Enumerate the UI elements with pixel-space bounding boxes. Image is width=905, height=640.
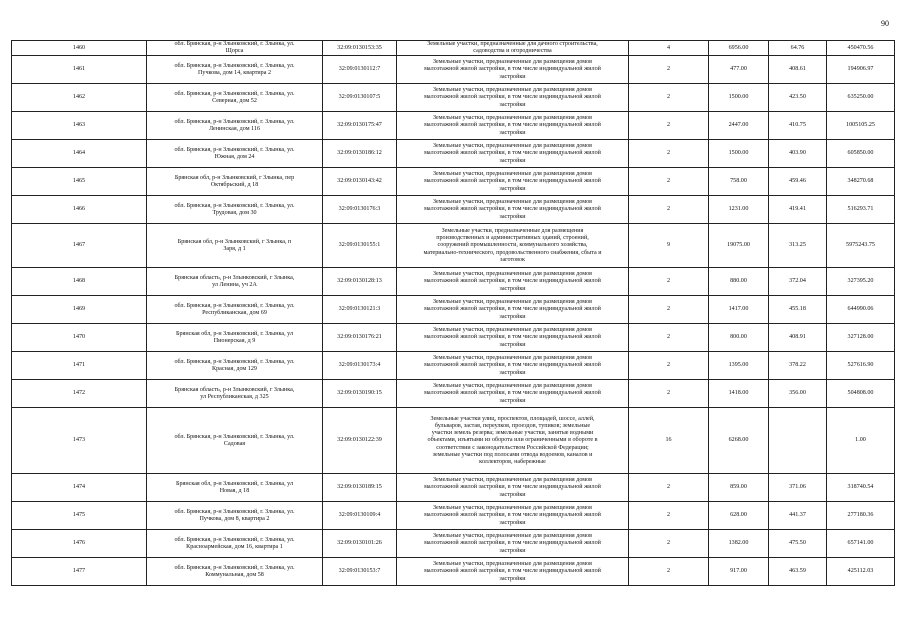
table-row <box>12 112 895 140</box>
table-row <box>12 352 895 380</box>
row-number: 1464 <box>12 140 147 168</box>
row-cadastral-value: 644990.06 <box>827 296 895 324</box>
row-land-use: Земельные участки, предназначенные для размещения домов малоэтажной жилой застройки, в том числе индивидуальной жилой застройки <box>397 268 629 296</box>
row-cadastral-number: 32:09:0130128:13 <box>323 268 397 296</box>
row-address: Брянская область, р-н Злынковский, г Злынка, ул Ленина, уч 2А <box>147 268 323 296</box>
row-land-use: Земельные участки, предназначенные для размещения домов малоэтажной жилой застройки, в том числе индивидуальной жилой застройки <box>397 84 629 112</box>
table-row <box>12 224 895 268</box>
row-cadastral-value: 516293.71 <box>827 196 895 224</box>
table-row <box>12 502 895 530</box>
row-cadastral-value: 277180.36 <box>827 502 895 530</box>
row-use-code: 2 <box>629 474 709 502</box>
row-address: обл. Брянская, р-н Злынковский, г. Злынка, ул. Трудовая, дом 30 <box>147 196 323 224</box>
row-cadastral-value: 348270.68 <box>827 168 895 196</box>
row-cadastral-number: 32:09:0130175:47 <box>323 112 397 140</box>
row-cadastral-value: 425112.03 <box>827 558 895 586</box>
row-specific-value: 372.04 <box>769 268 827 296</box>
row-area: 6956.00 <box>709 41 769 56</box>
row-cadastral-number: 32:09:0130153:7 <box>323 558 397 586</box>
row-number: 1474 <box>12 474 147 502</box>
row-number: 1476 <box>12 530 147 558</box>
row-land-use: Земельные участки улиц, проспектов, площадей, шоссе, аллей, бульваров, застав, переулков, проездов, тупиков; земельные участки земель резерва; земельные участки, занятые водными объектами, изъятыми из оборота или ограниченными в обороте в соответствии с законодательством Российской Федерации; земельные участки под полосами отвода водоемов, каналов и коллекторов, набережные <box>397 408 629 474</box>
row-cadastral-number: 32:09:0130121:3 <box>323 296 397 324</box>
row-specific-value: 313.25 <box>769 224 827 268</box>
row-use-code: 2 <box>629 140 709 168</box>
table-row <box>12 380 895 408</box>
row-cadastral-number: 32:09:0130122:39 <box>323 408 397 474</box>
row-specific-value: 378.22 <box>769 352 827 380</box>
row-cadastral-number: 32:09:0130143:42 <box>323 168 397 196</box>
row-cadastral-number: 32:09:0130101:26 <box>323 530 397 558</box>
row-cadastral-value: 657141.00 <box>827 530 895 558</box>
row-specific-value: 371.06 <box>769 474 827 502</box>
row-address: Брянская обл, р-н Злынковский, г. Злынка, ул Пионерская, д 9 <box>147 324 323 352</box>
row-number: 1473 <box>12 408 147 474</box>
row-number: 1467 <box>12 224 147 268</box>
row-cadastral-value: 635250.00 <box>827 84 895 112</box>
row-specific-value: 463.59 <box>769 558 827 586</box>
row-address: обл. Брянская, р-н Злынковский, г. Злынка, ул. Пучкова, дом 8, квартира 2 <box>147 502 323 530</box>
row-specific-value: 408.91 <box>769 324 827 352</box>
row-number: 1475 <box>12 502 147 530</box>
table-body <box>12 41 895 586</box>
table-row <box>12 41 895 56</box>
row-address: Брянская область, р-н Злынковский, г Злынка, ул Республиканская, д 325 <box>147 380 323 408</box>
row-number: 1462 <box>12 84 147 112</box>
row-specific-value <box>769 408 827 474</box>
page-number: 90 <box>881 19 889 28</box>
row-land-use: Земельные участки, предназначенные для размещения домов малоэтажной жилой застройки, в том числе индивидуальной жилой застройки <box>397 380 629 408</box>
row-use-code: 2 <box>629 502 709 530</box>
row-area: 1418.00 <box>709 380 769 408</box>
row-land-use: Земельные участки, предназначенные для размещения домов малоэтажной жилой застройки, в том числе индивидуальной жилой застройки <box>397 296 629 324</box>
row-specific-value: 419.41 <box>769 196 827 224</box>
row-area: 477.00 <box>709 56 769 84</box>
row-use-code: 2 <box>629 352 709 380</box>
table-row <box>12 324 895 352</box>
row-area: 800.00 <box>709 324 769 352</box>
row-area: 2447.00 <box>709 112 769 140</box>
row-cadastral-value: 527616.90 <box>827 352 895 380</box>
table-row <box>12 474 895 502</box>
row-cadastral-number: 32:09:0130186:12 <box>323 140 397 168</box>
row-area: 1395.00 <box>709 352 769 380</box>
row-area: 1500.00 <box>709 84 769 112</box>
row-address: обл. Брянская, р-н Злынковский, г. Злынка, ул. Красноармейская, дом 16, квартира 1 <box>147 530 323 558</box>
row-area: 1231.00 <box>709 196 769 224</box>
row-land-use: Земельные участки, предназначенные для размещения домов малоэтажной жилой застройки, в том числе индивидуальной жилой застройки <box>397 112 629 140</box>
row-address: обл. Брянская, р-н Злынковский, г. Злынка, ул. Республиканская, дом 69 <box>147 296 323 324</box>
row-use-code: 2 <box>629 296 709 324</box>
row-use-code: 2 <box>629 196 709 224</box>
row-use-code: 16 <box>629 408 709 474</box>
row-cadastral-value: 605850.00 <box>827 140 895 168</box>
row-cadastral-number: 32:09:0130107:5 <box>323 84 397 112</box>
table-row <box>12 56 895 84</box>
row-area: 859.00 <box>709 474 769 502</box>
row-land-use: Земельные участки, предназначенные для дачного строительства, садоводства и огородничества <box>397 41 629 56</box>
row-cadastral-number: 32:09:0130190:15 <box>323 380 397 408</box>
row-cadastral-value: 318740.54 <box>827 474 895 502</box>
row-cadastral-number: 32:09:0130112:7 <box>323 56 397 84</box>
row-cadastral-number: 32:09:0130155:1 <box>323 224 397 268</box>
table-row <box>12 296 895 324</box>
row-number: 1470 <box>12 324 147 352</box>
row-address: обл. Брянская, р-н Злынковский, г. Злынка, ул. Южная, дом 24 <box>147 140 323 168</box>
row-specific-value: 64.76 <box>769 41 827 56</box>
row-cadastral-value: 1005105.25 <box>827 112 895 140</box>
row-specific-value: 455.18 <box>769 296 827 324</box>
row-use-code: 2 <box>629 84 709 112</box>
row-area: 1417.00 <box>709 296 769 324</box>
row-address: Брянская обл, р-н Злынковский, г. Злынка, ул Новая, д 18 <box>147 474 323 502</box>
table-row <box>12 140 895 168</box>
row-land-use: Земельные участки, предназначенные для размещения производственных и административных зданий, строений, сооружений промышленности, коммунального хозяйства, материально-технического, продовольственного снабжения, сбыта и заготовок <box>397 224 629 268</box>
table-row <box>12 558 895 586</box>
table-row <box>12 196 895 224</box>
row-cadastral-number: 32:09:0130189:15 <box>323 474 397 502</box>
row-address: обл. Брянская, р-н Злынковский, г. Злынка, ул. Пучкова, дом 14, квартира 2 <box>147 56 323 84</box>
row-number: 1465 <box>12 168 147 196</box>
row-land-use: Земельные участки, предназначенные для размещения домов малоэтажной жилой застройки, в том числе индивидуальной жилой застройки <box>397 474 629 502</box>
row-number: 1463 <box>12 112 147 140</box>
row-number: 1460 <box>12 41 147 56</box>
row-address: обл. Брянская, р-н Злынковский, г. Злынка, ул. Ленинская, дом 116 <box>147 112 323 140</box>
row-use-code: 2 <box>629 112 709 140</box>
row-use-code: 2 <box>629 530 709 558</box>
row-specific-value: 408.61 <box>769 56 827 84</box>
cadastral-value-table <box>11 40 895 586</box>
row-area: 880.00 <box>709 268 769 296</box>
row-use-code: 2 <box>629 268 709 296</box>
table-row <box>12 84 895 112</box>
row-area: 1500.00 <box>709 140 769 168</box>
row-land-use: Земельные участки, предназначенные для размещения домов малоэтажной жилой застройки, в том числе индивидуальной жилой застройки <box>397 352 629 380</box>
row-address: обл. Брянская, р-н Злынковский, г. Злынка, ул. Северная, дом 52 <box>147 84 323 112</box>
row-number: 1466 <box>12 196 147 224</box>
row-specific-value: 475.50 <box>769 530 827 558</box>
row-cadastral-value: 450470.56 <box>827 41 895 56</box>
row-cadastral-value: 194906.97 <box>827 56 895 84</box>
row-land-use: Земельные участки, предназначенные для размещения домов малоэтажной жилой застройки, в том числе индивидуальной жилой застройки <box>397 324 629 352</box>
row-number: 1469 <box>12 296 147 324</box>
table-row <box>12 268 895 296</box>
row-area: 19075.00 <box>709 224 769 268</box>
row-specific-value: 441.37 <box>769 502 827 530</box>
row-number: 1461 <box>12 56 147 84</box>
row-use-code: 2 <box>629 380 709 408</box>
row-land-use: Земельные участки, предназначенные для размещения домов малоэтажной жилой застройки, в том числе индивидуальной жилой застройки <box>397 558 629 586</box>
row-land-use: Земельные участки, предназначенные для размещения домов малоэтажной жилой застройки, в том числе индивидуальной жилой застройки <box>397 530 629 558</box>
row-cadastral-value: 504808.00 <box>827 380 895 408</box>
row-area: 1382.00 <box>709 530 769 558</box>
row-land-use: Земельные участки, предназначенные для размещения домов малоэтажной жилой застройки, в том числе индивидуальной жилой застройки <box>397 168 629 196</box>
row-cadastral-value: 5975243.75 <box>827 224 895 268</box>
row-address: обл. Брянская, р-н Злынковский, г. Злынка, ул. Садовая <box>147 408 323 474</box>
row-number: 1471 <box>12 352 147 380</box>
row-land-use: Земельные участки, предназначенные для размещения домов малоэтажной жилой застройки, в том числе индивидуальной жилой застройки <box>397 502 629 530</box>
row-land-use: Земельные участки, предназначенные для размещения домов малоэтажной жилой застройки, в том числе индивидуальной жилой застройки <box>397 196 629 224</box>
row-cadastral-number: 32:09:0130153:35 <box>323 41 397 56</box>
row-area: 758.00 <box>709 168 769 196</box>
table-row <box>12 168 895 196</box>
row-number: 1477 <box>12 558 147 586</box>
row-land-use: Земельные участки, предназначенные для размещения домов малоэтажной жилой застройки, в том числе индивидуальной жилой застройки <box>397 56 629 84</box>
row-area: 6268.00 <box>709 408 769 474</box>
row-address: Брянская обл, р-н Злынковский, г Злынка, п Заря, д 1 <box>147 224 323 268</box>
row-number: 1472 <box>12 380 147 408</box>
row-specific-value: 423.50 <box>769 84 827 112</box>
row-specific-value: 410.75 <box>769 112 827 140</box>
row-specific-value: 403.90 <box>769 140 827 168</box>
row-number: 1468 <box>12 268 147 296</box>
table-row <box>12 530 895 558</box>
row-cadastral-value: 1.00 <box>827 408 895 474</box>
table-row <box>12 408 895 474</box>
row-area: 917.00 <box>709 558 769 586</box>
row-use-code: 9 <box>629 224 709 268</box>
row-land-use: Земельные участки, предназначенные для размещения домов малоэтажной жилой застройки, в том числе индивидуальной жилой застройки <box>397 140 629 168</box>
row-specific-value: 459.46 <box>769 168 827 196</box>
row-cadastral-value: 327128.00 <box>827 324 895 352</box>
row-cadastral-number: 32:09:0130109:4 <box>323 502 397 530</box>
row-address: Брянская обл, р-н Злынковский, г Злынка, пер Октябрьский, д 18 <box>147 168 323 196</box>
row-use-code: 2 <box>629 168 709 196</box>
row-address: обл. Брянская, р-н Злынковский, г. Злынка, ул. Щорса <box>147 41 323 56</box>
row-specific-value: 356.00 <box>769 380 827 408</box>
row-area: 628.00 <box>709 502 769 530</box>
row-cadastral-value: 327395.20 <box>827 268 895 296</box>
row-use-code: 2 <box>629 324 709 352</box>
row-cadastral-number: 32:09:0130173:4 <box>323 352 397 380</box>
row-cadastral-number: 32:09:0130176:21 <box>323 324 397 352</box>
row-address: обл. Брянская, р-н Злынковский, г. Злынка, ул. Красная, дом 129 <box>147 352 323 380</box>
row-use-code: 2 <box>629 558 709 586</box>
row-address: обл. Брянская, р-н Злынковский, г. Злынка, ул. Коммунальная, дом 58 <box>147 558 323 586</box>
row-use-code: 4 <box>629 41 709 56</box>
row-use-code: 2 <box>629 56 709 84</box>
row-cadastral-number: 32:09:0130176:3 <box>323 196 397 224</box>
